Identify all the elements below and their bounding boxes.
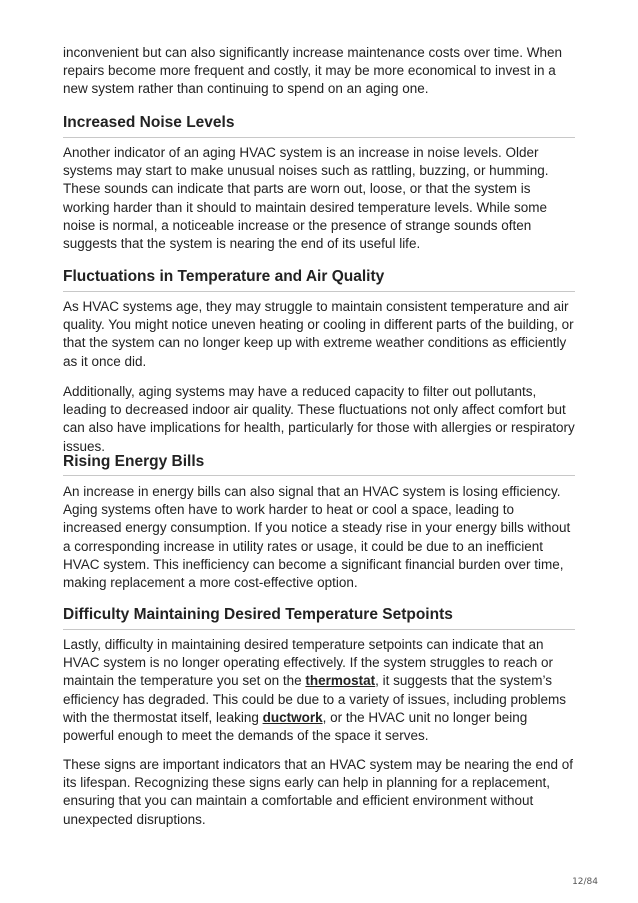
noise-paragraph: Another indicator of an aging HVAC system is an increase in noise levels. Older systems may start to make unusual noises such as rattling, buzzing, or humming. These sounds can indicate that parts are worn out, loose, or that the system is working harder than it should to maintain desired temperature levels. While some noise is normal, a noticeable increase or the presence of strange sounds often suggests that the system is nearing the end of its useful life. (63, 145, 549, 252)
page-number: 12/84 (572, 877, 598, 887)
heading-increased-noise-levels: Increased Noise Levels (63, 114, 235, 131)
heading-fluctuations: Fluctuations in Temperature and Air Quality (63, 268, 385, 285)
heading-rising-energy-bills: Rising Energy Bills (63, 453, 205, 470)
setpoints-paragraph-2: These signs are important indicators that an HVAC system may be nearing the end of its lifespan. Recognizing these signs early can help in planning for a replacement, ensuring that you can maintain a comfortable and efficient environment without unexpected disruptions. (63, 757, 574, 827)
heading-difficulty-setpoints: Difficulty Maintaining Desired Temperature Setpoints (63, 606, 453, 623)
setpoints-paragraph-1 (63, 636, 575, 745)
energy-bills-paragraph: An increase in energy bills can also signal that an HVAC system is losing efficiency. Aging systems often have to work harder to heat or cool a space, leading to increased energy consumption. If you notice a steady rise in your energy bills without a corresponding increase in utility rates or usage, it could be due to an inefficient HVAC system. This inefficiency can become a significant financial burden over time, making replacement a more cost-effective option. (63, 484, 571, 591)
fluctuations-paragraph-2: Additionally, aging systems may have a reduced capacity to filter out pollutants, leading to decreased indoor air quality. These fluctuations not only affect comfort but can also have implications for health, particularly for those with allergies or respiratory issues. (63, 384, 575, 454)
setpoints-text-3: , or the HVAC unit no longer being powerful enough to meet the demands of the space it serves. (63, 709, 528, 744)
heading-divider (63, 291, 575, 292)
setpoints-text-2: , it suggests that the system’s efficiency has degraded. This could be due to a variety of issues, including problems with the thermostat itself, leaking (63, 673, 567, 725)
intro-paragraph: inconvenient but can also significantly increase maintenance costs over time. When repairs become more frequent and costly, it may be more economical to invest in a new system rather than continuing to spend on an aging one. (63, 45, 563, 97)
ductwork-link[interactable]: ductwork (262, 709, 323, 725)
fluctuations-paragraph-1: As HVAC systems age, they may struggle to maintain consistent temperature and air quality. You might notice uneven heating or cooling in different parts of the building, or that the system can no longer keep up with extreme weather conditions as efficiently as it once did. (63, 299, 574, 369)
heading-divider (63, 475, 575, 476)
heading-divider (63, 629, 575, 630)
heading-divider (63, 137, 575, 138)
setpoints-text-1: Lastly, difficulty in maintaining desired temperature setpoints can indicate that an HVAC system is no longer operating effectively. If the system struggles to reach or maintain the temperature you set on the (63, 637, 553, 689)
thermostat-link[interactable]: thermostat (305, 673, 376, 689)
